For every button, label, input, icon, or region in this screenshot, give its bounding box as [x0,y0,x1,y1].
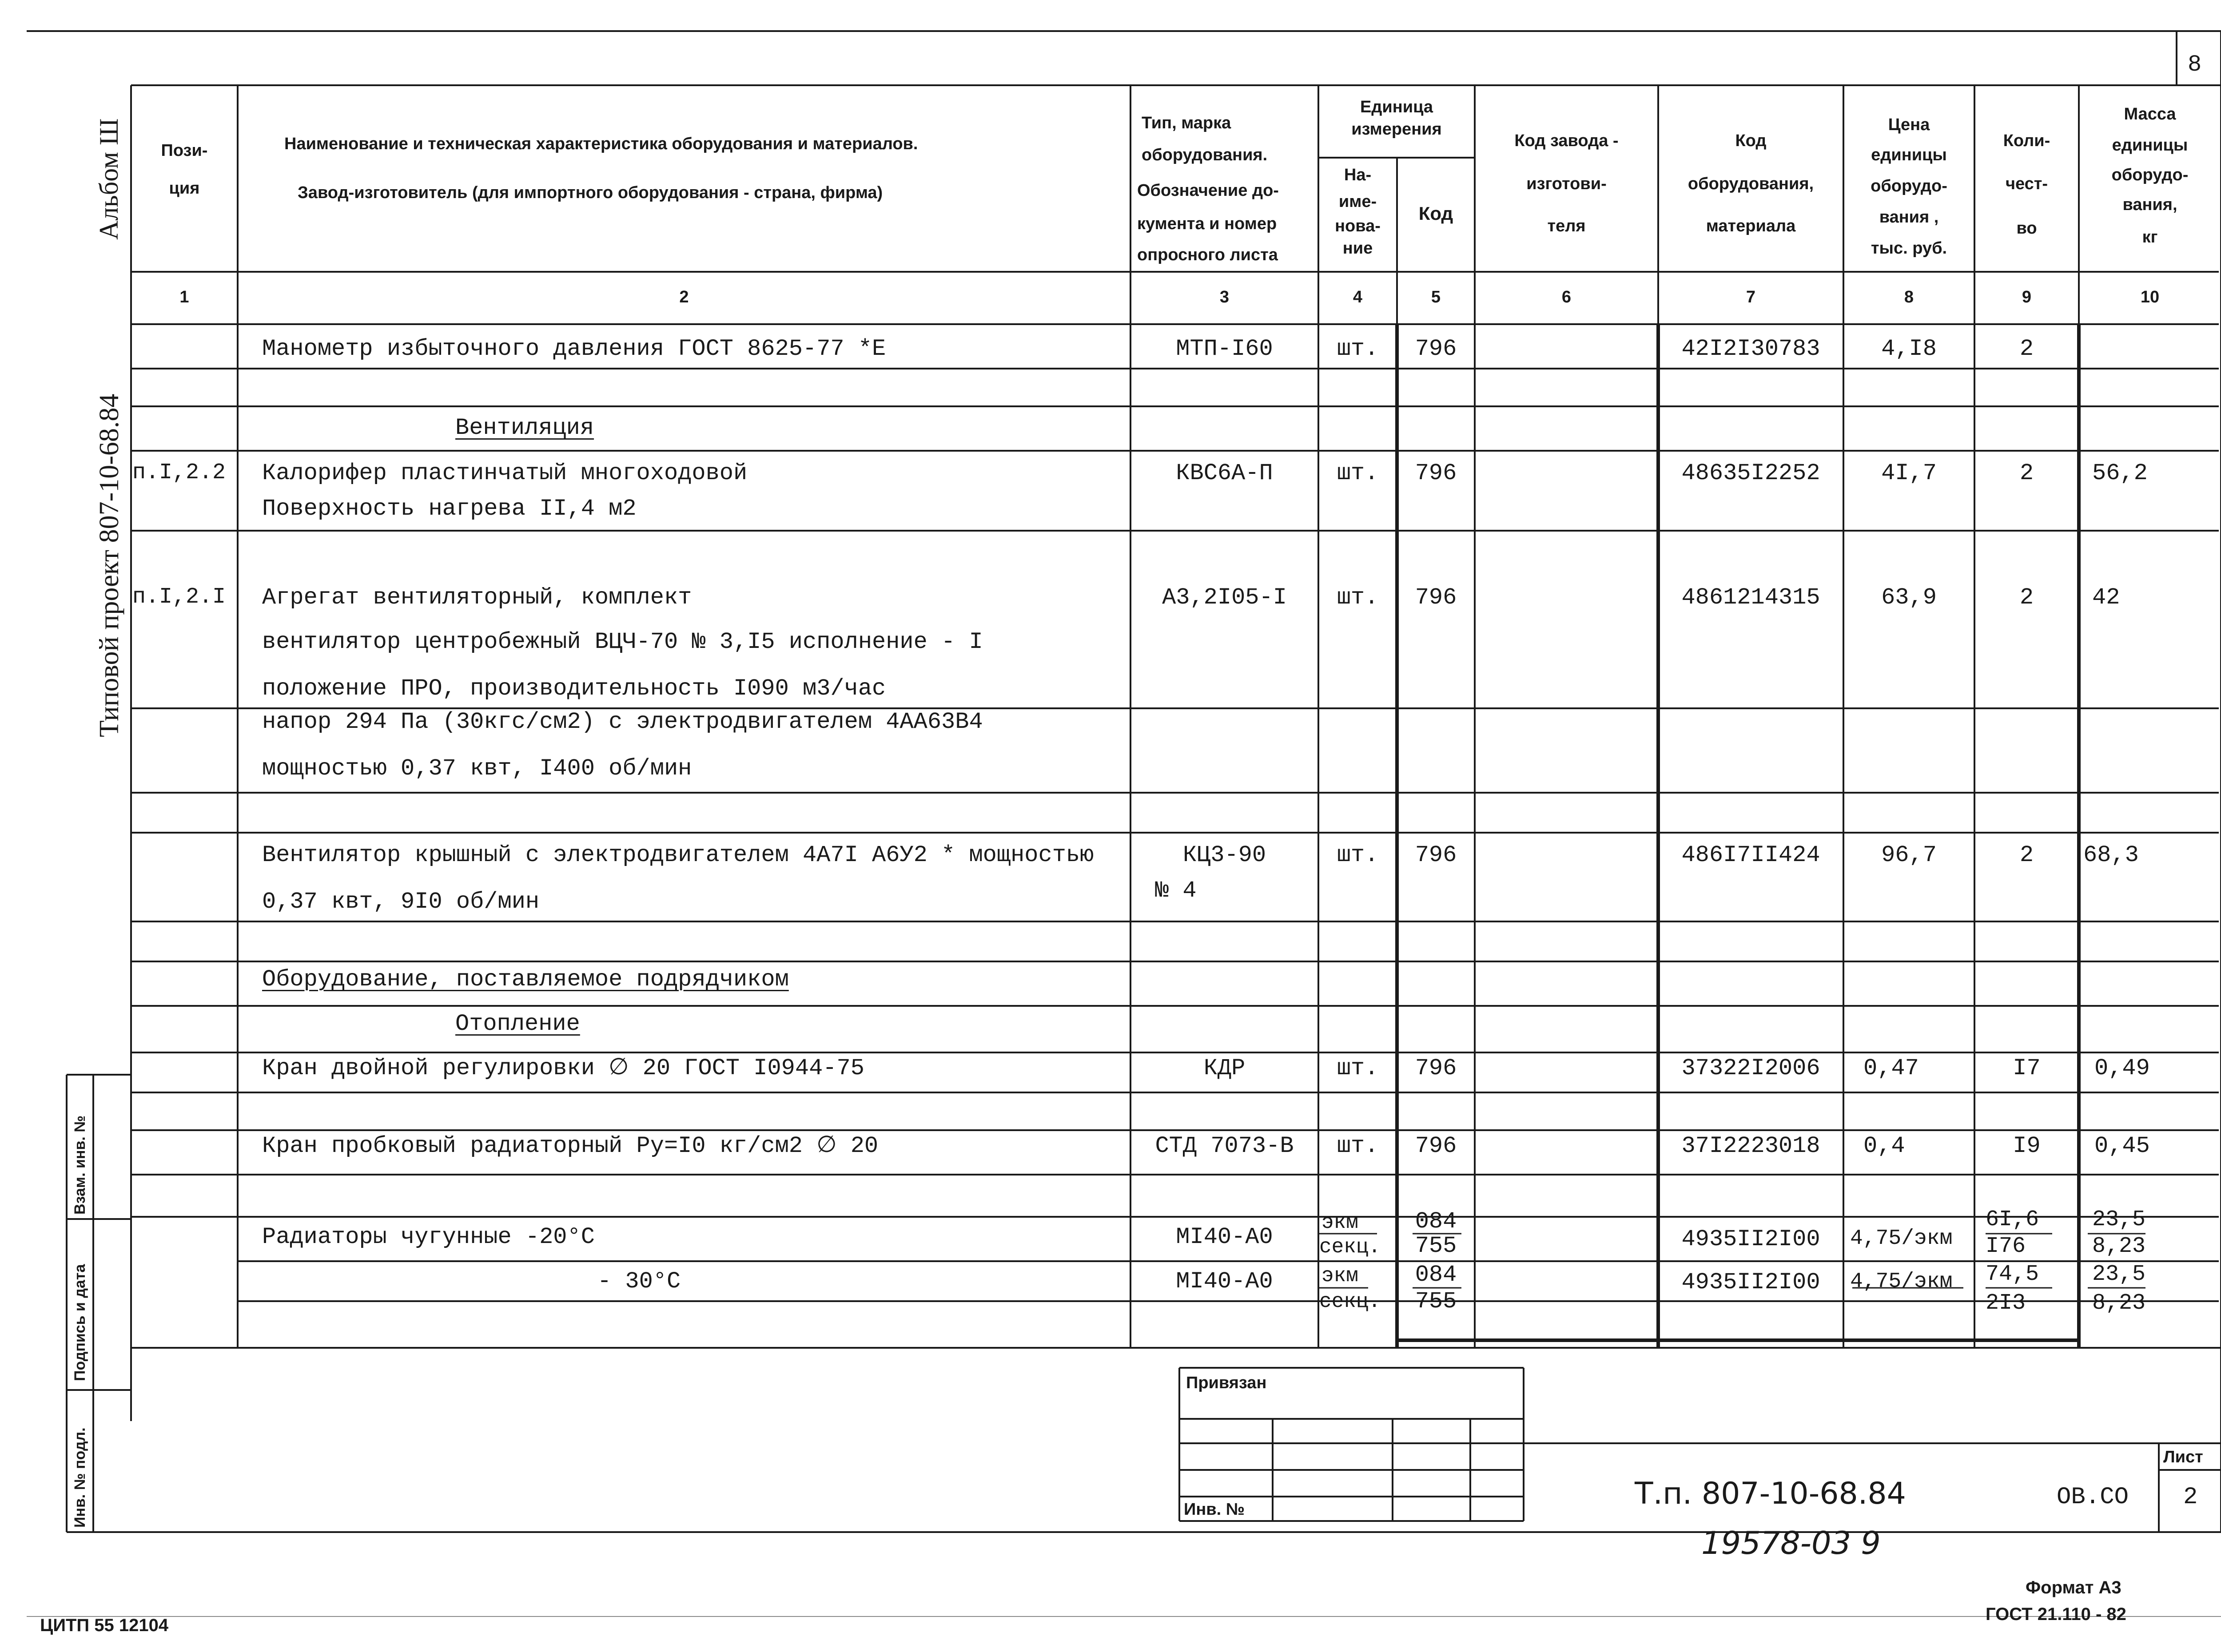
footer-left: ЦИТП 55 12104 [40,1616,169,1635]
row-16-qty: 74,5 [1986,1262,2039,1287]
hdr-name-1: Наименование и техническая характеристика оборудования и материалов. [284,135,918,153]
row-0-name: Манометр избыточного давления ГОСТ 8625-77 *Е [262,336,886,362]
row-13-name: Кран двойной регулировки ∅ 20 ГОСТ I0944-75 [262,1055,864,1081]
gost-label: ГОСТ 21.110 - 82 [1986,1604,2126,1624]
hdr-qty-2: чест- [2005,175,2048,193]
row-16-name: - 30°С [597,1268,681,1295]
hdr-price-2: единицы [1871,146,1947,164]
hdr-qty-1: Коли- [2003,131,2050,150]
hdr-equip-1: Код [1735,131,1767,150]
row-15-equip: 4935II2I00 [1681,1226,1820,1252]
row-13-equip: 37322I2006 [1681,1055,1820,1081]
col-num-3: 3 [1219,288,1230,306]
format-label: Формат А3 [2026,1578,2121,1597]
row-8-name: мощностью 0,37 квт, I400 об/мин [262,755,692,782]
row-4-price: 63,9 [1881,584,1937,611]
hdr-unit-name-3: нова- [1335,217,1381,235]
row-2-equip: 48635I2252 [1681,460,1820,486]
row-15-mass2: 8,23 [2092,1234,2146,1259]
row-4-qty: 2 [2019,584,2034,611]
side-label-sign: Подпись и дата [72,1264,88,1381]
row-3-name: Поверхность нагрева II,4 м2 [262,496,637,522]
row-13-price: 0,47 [1863,1055,1919,1081]
row-14-code: 796 [1415,1133,1457,1159]
row-4-mass: 42 [2092,584,2120,611]
row-7-name: напор 294 Па (30кгс/см2) с электродвигателем 4АА63В4 [262,709,983,735]
hdr-plant-1: Код завода - [1514,131,1619,150]
row-0-price: 4,I8 [1881,336,1937,362]
stamp-inv: Инв. № [1184,1500,1245,1519]
row-0-type: МТП-I60 [1176,336,1273,362]
project-label: Типовой проект 807-10-68.84 [94,393,124,737]
row-4-equip: 4861214315 [1681,584,1820,611]
row-15-code2: 755 [1415,1233,1457,1259]
row-4-type: А3,2I05-I [1162,584,1287,611]
hdr-plant-3: теля [1547,217,1586,235]
row-2-price: 4I,7 [1881,460,1937,486]
col-num-8: 8 [1904,288,1914,306]
row-2-code: 796 [1415,460,1457,486]
row-0-unit: шт. [1337,336,1379,362]
row-10-name: 0,37 квт, 9I0 об/мин [262,889,540,915]
hdr-equip-2: оборудования, [1688,175,1814,193]
row-10-type: № 4 [1155,878,1197,904]
hdr-unit-2: измерения [1351,120,1442,139]
row-2-type: КВС6А-П [1176,460,1273,486]
row-2-unit: шт. [1337,460,1379,486]
row-15-code: 084 [1415,1208,1457,1235]
row-4-name: Агрегат вентиляторный, комплект [262,584,692,611]
row-14-type: СТД 7073-В [1155,1133,1294,1159]
row-15-name: Радиаторы чугунные -20°С [262,1224,595,1250]
row-16-mass2: 8,23 [2092,1291,2146,1316]
row-16-code: 084 [1415,1262,1457,1288]
hdr-pos-1: Пози- [161,141,208,160]
row-16-type: МI40-А0 [1176,1268,1273,1295]
hdr-type-3: Обозначение до- [1137,181,1279,200]
section-ventilation: Вентиляция [455,415,594,441]
hdr-equip-3: материала [1706,217,1796,235]
sheet-label: Лист [2163,1448,2203,1466]
row-2-qty: 2 [2019,460,2034,486]
sheet-number: 2 [2183,1484,2198,1511]
row-0-qty: 2 [2019,336,2034,362]
col-num-6: 6 [1561,288,1572,306]
row-14-mass: 0,45 [2094,1133,2150,1159]
hdr-mass-1: Масса [2124,105,2176,123]
col-num-4: 4 [1353,288,1363,306]
row-16-unit: экм [1321,1264,1358,1287]
hdr-price-3: оборудо- [1871,177,1947,195]
row-15-qty2: I76 [1986,1234,2026,1259]
row-9-unit: шт. [1337,842,1379,868]
hdr-price-5: тыс. руб. [1871,239,1947,258]
section-contractor: Оборудование, поставляемое подрядчиком [262,966,789,993]
row-2-mass: 56,2 [2092,460,2148,486]
row-4-pos: п.I,2.I [132,584,226,610]
hdr-qty-3: во [2016,219,2037,238]
hdr-type-2: оборудования. [1142,146,1268,164]
col-num-9: 9 [2022,288,2032,306]
handwritten-number: 19578-03 9 [1701,1525,1881,1561]
row-14-price: 0,4 [1863,1133,1905,1159]
hdr-unit-name-2: име- [1338,192,1377,211]
section-heating: Отопление [455,1011,580,1037]
row-9-type: КЦ3-90 [1182,842,1266,868]
hdr-mass-5: кг [2142,228,2158,246]
hdr-price-4: вания , [1879,208,1939,226]
row-15-unit: экм [1321,1211,1358,1234]
row-16-qty2: 2I3 [1986,1291,2026,1316]
row-16-code2: 755 [1415,1288,1457,1314]
doc-mark: ОВ.СО [2057,1484,2129,1511]
hdr-pos-2: ция [169,179,200,198]
stamp-attached: Привязан [1186,1374,1267,1392]
side-label-replace: Взам. инв. № [72,1115,88,1215]
row-14-qty: I9 [2013,1133,2041,1159]
row-9-equip: 486I7II424 [1681,842,1820,868]
row-13-code: 796 [1415,1055,1457,1081]
row-13-unit: шт. [1337,1055,1379,1081]
page-number: 8 [2188,52,2202,78]
col-num-10: 10 [2140,288,2160,306]
row-16-unit2: секц. [1319,1290,1381,1313]
hdr-price-1: Цена [1888,115,1930,134]
row-16-mass: 23,5 [2092,1262,2146,1287]
row-16-equip: 4935II2I00 [1681,1269,1820,1295]
hdr-mass-2: единицы [2112,136,2188,155]
col-num-2: 2 [679,288,689,306]
col-num-5: 5 [1431,288,1441,306]
row-15-mass: 23,5 [2092,1207,2146,1232]
row-4-code: 796 [1415,584,1457,611]
hdr-type-4: кумента и номер [1137,214,1277,233]
row-9-name: Вентилятор крышный с электродвигателем 4А7I А6У2 * мощностью [262,842,1094,868]
hdr-name-2: Завод-изготовитель (для импортного оборудования - страна, фирма) [298,183,883,202]
doc-code: Т.п. 807-10-68.84 [1635,1476,1906,1511]
row-14-equip: 37I2223018 [1681,1133,1820,1159]
row-15-type: МI40-А0 [1176,1224,1273,1250]
hdr-unit-name-4: ние [1342,239,1373,258]
row-9-code: 796 [1415,842,1457,868]
hdr-mass-4: вания, [2122,195,2177,214]
row-15-unit2: секц. [1319,1235,1381,1259]
row-2-name: Калорифер пластинчатый многоходовой [262,460,748,486]
row-14-unit: шт. [1337,1133,1379,1159]
row-5-name: вентилятор центробежный ВЦЧ-70 № 3,I5 исполнение - I [262,629,983,655]
side-label-inv: Инв. № подл. [72,1427,88,1528]
row-6-name: положение ПРО, производительность I090 м3/час [262,675,886,702]
row-9-mass: 68,3 [2083,842,2139,868]
col-num-1: 1 [179,288,189,306]
hdr-unit-name-1: На- [1344,166,1372,184]
row-15-qty: 6I,6 [1986,1207,2039,1232]
row-4-unit: шт. [1337,584,1379,611]
hdr-type-1: Тип, марка [1142,114,1231,132]
row-0-equip: 42I2I30783 [1681,336,1820,362]
row-16-price: 4,75/экм [1850,1270,1953,1294]
hdr-unit-1: Единица [1360,98,1433,116]
row-13-mass: 0,49 [2094,1055,2150,1081]
row-2-pos: п.I,2.2 [132,460,226,485]
album-label: Альбом Ш [94,118,123,240]
row-9-qty: 2 [2019,842,2034,868]
row-9-price: 96,7 [1881,842,1937,868]
row-13-type: КДР [1203,1055,1246,1081]
col-num-7: 7 [1746,288,1756,306]
row-15-price: 4,75/экм [1850,1227,1953,1251]
hdr-type-5: опросного листа [1137,246,1278,264]
row-13-qty: I7 [2013,1055,2041,1081]
row-0-code: 796 [1415,336,1457,362]
hdr-unit-code: Код [1418,203,1453,224]
hdr-mass-3: оборудо- [2111,166,2189,184]
hdr-plant-2: изготови- [1526,175,1607,193]
row-14-name: Кран пробковый радиаторный Ру=I0 кг/см2 ∅ 20 [262,1133,879,1159]
